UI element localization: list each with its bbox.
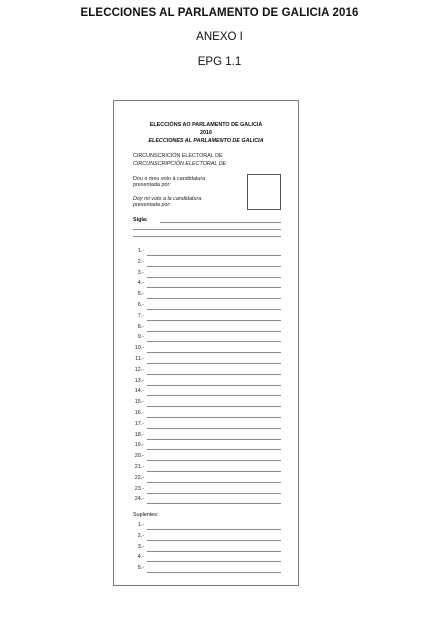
- substitute-row-number: 3.-: [137, 543, 144, 550]
- candidate-row-number: 11.-: [135, 356, 144, 362]
- candidate-row-line: [147, 503, 281, 504]
- document-title: ELECCIONES AL PARLAMENTO DE GALICIA 2016: [80, 7, 359, 19]
- candidate-row-number: 2.-: [137, 258, 144, 265]
- ballot-year: 2016: [200, 130, 212, 136]
- party-logo-box: [247, 174, 281, 210]
- candidate-row-number: 14.-: [134, 388, 144, 395]
- substitutes-label: Suplentes:: [133, 512, 159, 518]
- candidate-row-number: 19.-: [134, 442, 144, 449]
- candidate-row-line: [147, 460, 281, 461]
- candidate-row-number: 20.-: [134, 453, 144, 460]
- substitute-row-line: [147, 572, 281, 573]
- candidate-row-number: 12.-: [134, 366, 144, 373]
- candidate-row-number: 5.-: [137, 291, 144, 298]
- district-label-spanish: CIRCUNSCRIPCIÓN ELECTORAL DE: [133, 161, 227, 167]
- candidate-row-number: 21.-: [134, 464, 144, 470]
- form-code: EPG 1.1: [197, 56, 242, 68]
- candidate-row-number: 17.-: [134, 420, 144, 427]
- sigla-label: Sigla:: [133, 217, 148, 223]
- candidate-row-line: [147, 395, 281, 396]
- substitute-row-line: [147, 551, 281, 552]
- candidate-row-line: [147, 471, 281, 472]
- candidate-row-number: 10.-: [134, 345, 144, 352]
- candidate-row-number: 16.-: [134, 410, 144, 416]
- candidate-row-line: [147, 482, 281, 483]
- candidate-row-line: [147, 385, 281, 386]
- sigla-line-2: [133, 229, 281, 230]
- candidate-row-number: 15.-: [134, 399, 144, 406]
- substitute-row-number: 2.-: [137, 532, 144, 539]
- candidate-row-number: 6.-: [137, 302, 144, 308]
- candidate-row-line: [147, 320, 281, 321]
- sigla-line: [160, 222, 281, 223]
- candidate-row-number: 22.-: [134, 474, 144, 481]
- vote-statement-spanish: Doy mi voto a la candidatura presentada por:: [133, 196, 202, 209]
- candidate-row-line: [147, 298, 281, 299]
- candidate-row-number: 1.-: [137, 248, 144, 254]
- candidate-row-line: [147, 428, 281, 429]
- substitute-row-line: [147, 540, 281, 541]
- sigla-line-3: [133, 236, 281, 237]
- candidate-row-number: 8.-: [137, 323, 144, 330]
- candidate-row-line: [147, 439, 281, 440]
- ballot-heading-galician: ELECCIÓNS AO PARLAMENTO DE GALICIA: [149, 122, 263, 128]
- substitute-row-number: 1.-: [137, 522, 144, 528]
- candidate-row-line: [147, 352, 281, 353]
- candidate-row-number: 4.-: [137, 280, 144, 287]
- candidate-row-number: 24.-: [134, 496, 144, 503]
- candidate-row-line: [147, 406, 281, 407]
- candidate-row-line: [147, 331, 281, 332]
- candidate-row-line: [147, 266, 281, 267]
- candidate-row-number: 7.-: [137, 312, 144, 319]
- substitute-row-number: 5.-: [137, 565, 144, 572]
- annex-label: ANEXO I: [196, 31, 243, 43]
- candidate-row-line: [147, 374, 281, 375]
- candidate-row-number: 23.-: [134, 485, 144, 492]
- candidate-row-number: 13.-: [134, 377, 144, 384]
- vote-statement-galician: Dou o meu voto á candidatura presentada por:: [133, 176, 206, 189]
- candidate-row-line: [147, 309, 281, 310]
- substitute-row-line: [147, 561, 281, 562]
- candidate-row-number: 18.-: [134, 431, 144, 438]
- substitute-row-line: [147, 529, 281, 530]
- candidate-row-line: [147, 287, 281, 288]
- candidate-row-line: [147, 363, 281, 364]
- candidate-row-line: [147, 255, 281, 256]
- candidate-row-line: [147, 277, 281, 278]
- candidate-row-line: [147, 417, 281, 418]
- substitute-row-number: 4.-: [137, 554, 144, 561]
- candidate-row-line: [147, 449, 281, 450]
- candidate-row-number: 9.-: [137, 334, 144, 341]
- candidate-row-number: 3.-: [137, 269, 144, 276]
- district-label-galician: CIRCUNSCRICIÓN ELECTORAL DE: [133, 153, 223, 159]
- candidate-row-line: [147, 341, 281, 342]
- ballot-paper: [113, 100, 299, 586]
- candidate-row-line: [147, 493, 281, 494]
- ballot-heading-spanish: ELECCIONES AL PARLAMENTO DE GALICIA: [148, 138, 264, 144]
